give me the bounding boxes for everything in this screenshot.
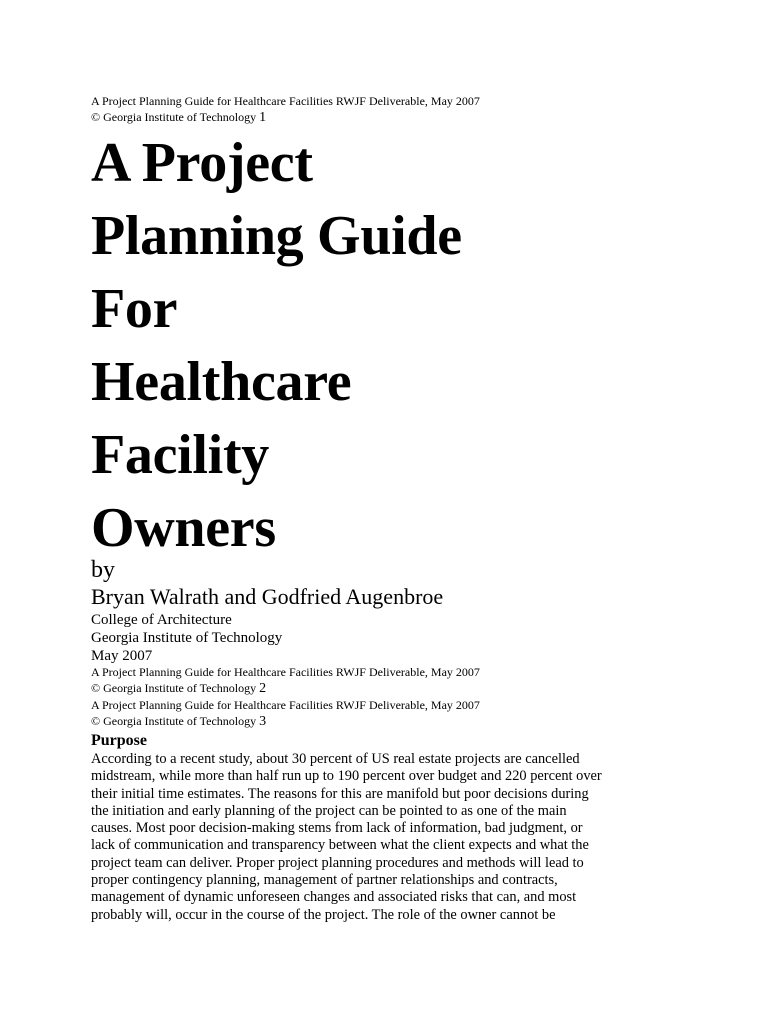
running-header-2 [91, 664, 480, 680]
title-line: Healthcare [91, 351, 352, 413]
running-header-text: A Project Planning Guide for Healthcare Facilities RWJF Deliverable, May 2007 [91, 698, 480, 712]
paragraph-line: probably will, occur in the course of the project. The role of the owner cannot be [91, 906, 556, 923]
purpose-paragraph [91, 751, 651, 924]
running-header-2-copyright [91, 680, 266, 697]
running-header-3-copyright [91, 713, 266, 730]
paragraph-line: management of dynamic unforeseen changes and associated risks that can, and most [91, 889, 577, 906]
publication-date: May 2007 [91, 648, 153, 664]
paragraph-line: lack of communication and transparency between what the client expects and what the [91, 837, 589, 854]
page-number: 2 [259, 681, 267, 696]
running-header-3 [91, 697, 480, 713]
running-header-1 [91, 93, 480, 109]
paragraph-line: causes. Most poor decision-making stems from lack of information, bad judgment, or [91, 820, 583, 837]
copyright-text: © Georgia Institute of Technology [91, 110, 257, 124]
running-header-text: A Project Planning Guide for Healthcare Facilities RWJF Deliverable, May 2007 [91, 94, 480, 108]
authors: Bryan Walrath and Godfried Augenbroe [91, 584, 444, 609]
running-header-text: A Project Planning Guide for Healthcare Facilities RWJF Deliverable, May 2007 [91, 665, 480, 679]
paragraph-line: the initiation and early planning of the project can be pointed to as one of the main [91, 802, 567, 819]
affiliation-college: College of Architecture [91, 612, 232, 628]
title-line: Owners [91, 497, 276, 559]
title-line: Facility [91, 424, 269, 486]
title-line: For [91, 278, 178, 340]
paragraph-line: According to a recent study, about 30 percent of US real estate projects are cancelled [91, 751, 580, 767]
paragraph-line: midstream, while more than half run up to 190 percent over budget and 220 percent over [91, 768, 602, 785]
document-title [91, 127, 462, 565]
running-header-1-copyright [91, 109, 266, 126]
title-line: Planning Guide [91, 205, 462, 267]
paragraph-line: project team can deliver. Proper project planning procedures and methods will lead to [91, 854, 584, 871]
copyright-text: © Georgia Institute of Technology [91, 714, 257, 728]
paragraph-line: proper contingency planning, management of partner relationships and contracts, [91, 872, 558, 889]
title-line: A Project [91, 132, 313, 194]
paragraph-line: their initial time estimates. The reasons for this are manifold but poor decisions during [91, 785, 589, 802]
affiliation-institute: Georgia Institute of Technology [91, 630, 283, 646]
copyright-text: © Georgia Institute of Technology [91, 681, 257, 695]
by-label: by [91, 557, 115, 583]
page-number: 3 [259, 714, 267, 729]
page-number: 1 [259, 110, 267, 125]
section-heading-purpose: Purpose [91, 732, 147, 749]
